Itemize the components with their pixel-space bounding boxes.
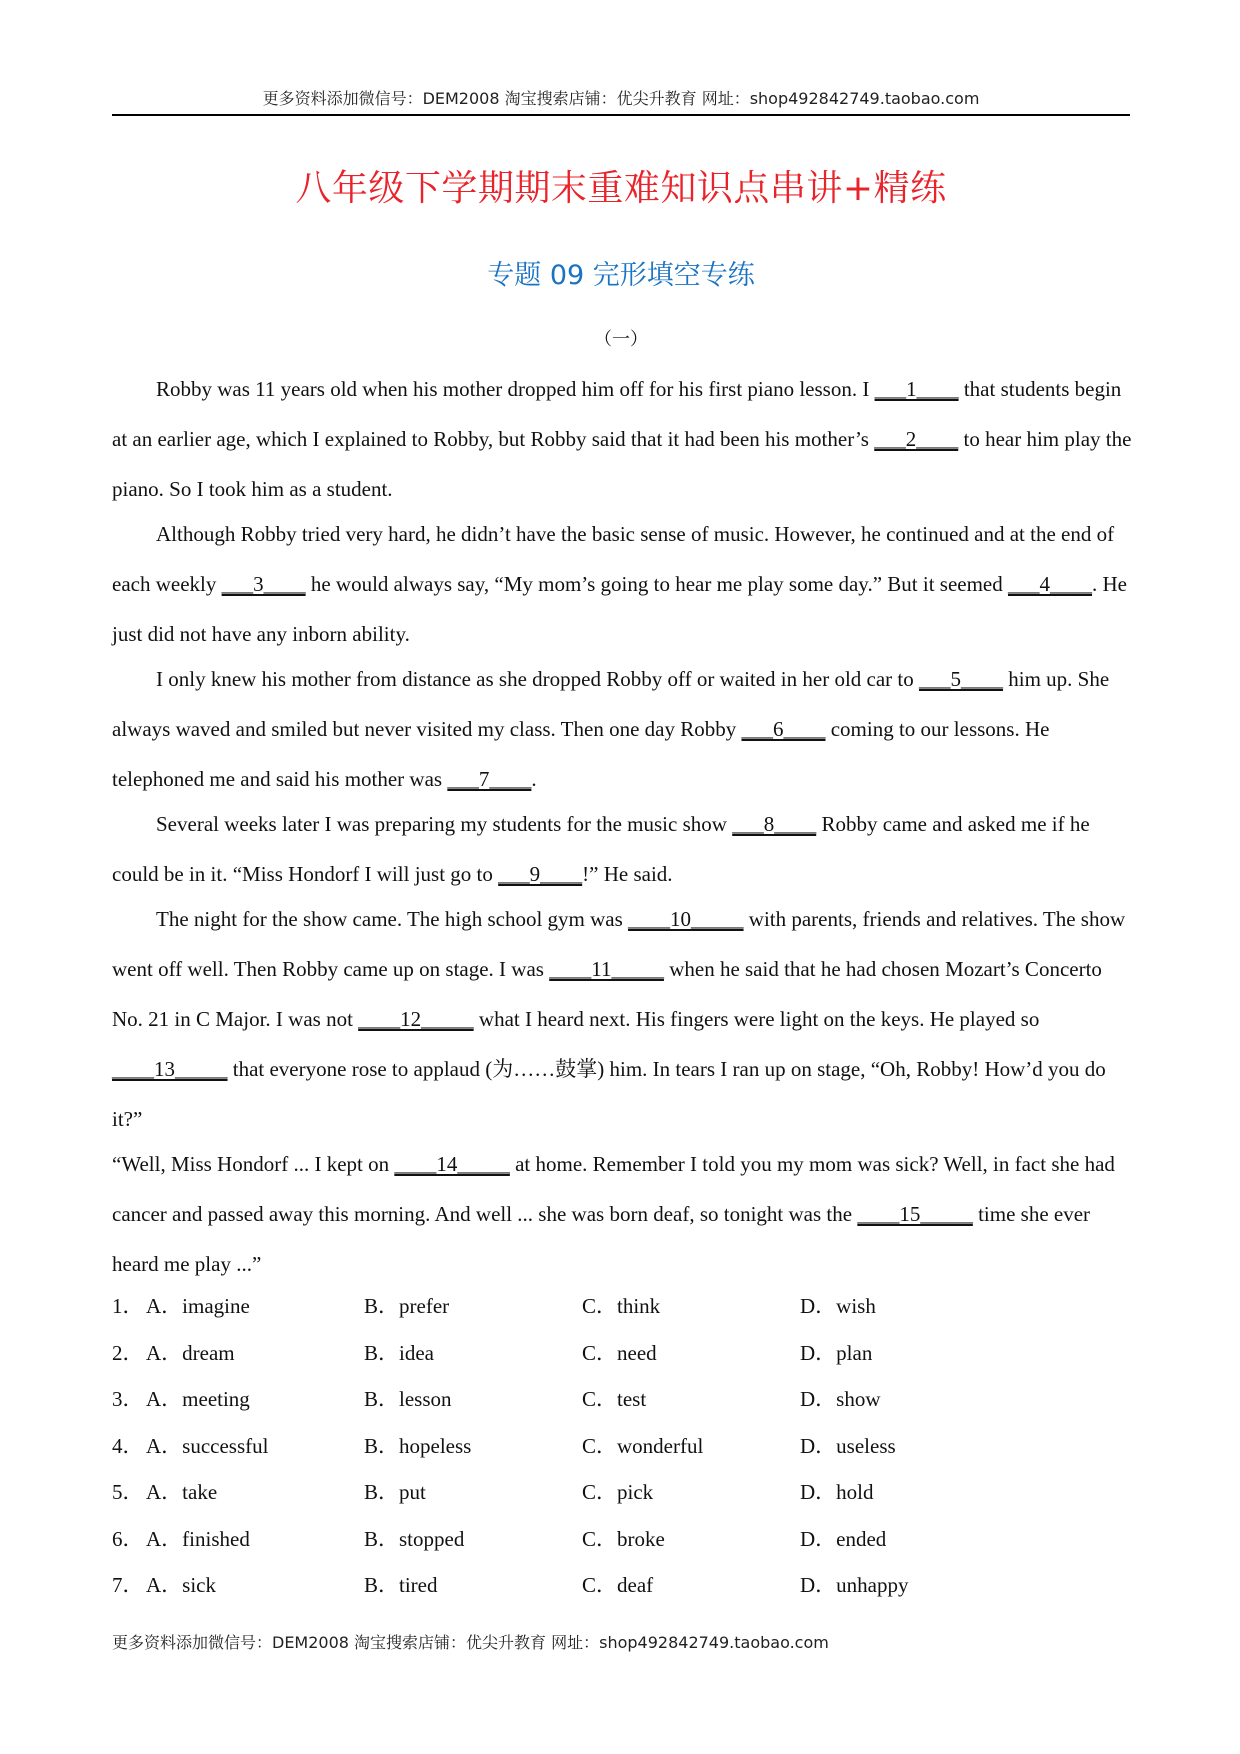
answer-option: B．put (364, 1480, 426, 1505)
answer-option: B．hopeless (364, 1433, 472, 1458)
answer-blank: ____13_____ (112, 1057, 228, 1081)
answer-blank: ___1____ (874, 377, 959, 401)
answer-blank: ___5____ (919, 667, 1004, 691)
cloze-passage (112, 364, 1134, 1289)
answer-option: A．take (146, 1480, 218, 1505)
answer-blank: ____12_____ (358, 1007, 474, 1031)
answer-option: A．finished (146, 1526, 250, 1551)
header-divider (112, 114, 1130, 116)
answer-option: D．show (800, 1387, 881, 1412)
answer-blank: ___7____ (447, 767, 532, 791)
passage-text: The night for the show came. The high school gym was (156, 907, 629, 931)
answer-option: C．need (582, 1340, 657, 1365)
answer-option: C．pick (582, 1480, 654, 1505)
document-subtitle: 专题 09 完形填空专练 (487, 260, 755, 291)
answer-option: D．ended (800, 1526, 887, 1551)
answer-option: C．think (582, 1294, 661, 1319)
answer-option: C．wonderful (582, 1433, 704, 1458)
answer-option: D．wish (800, 1294, 876, 1319)
question-number: 6． (112, 1526, 144, 1551)
page-footer: 更多资料添加微信号：DEM2008 淘宝搜索店铺：优尖升教育 网址：shop492842749.taobao.com (112, 1633, 829, 1652)
passage-text: I only knew his mother from distance as she dropped Robby off or waited in her old car to (156, 667, 920, 691)
question-row (112, 1329, 1130, 1376)
passage-text: what I heard next. His fingers were light on the keys. He played so (473, 1007, 1040, 1031)
answer-option: A．imagine (146, 1294, 250, 1319)
passage-text: that students begin at an earlier age, which I explained to Robby, but Robby said that it had been his mother’s (112, 377, 1122, 451)
answer-blank: ___8____ (732, 812, 817, 836)
answer-option: A．sick (146, 1573, 216, 1598)
passage-text: with parents, friends and relatives. The show went off well. Then Robby came up on stage. I was (112, 907, 1126, 981)
answer-option: C．broke (582, 1526, 665, 1551)
answer-blank: ___4____ (1008, 572, 1092, 596)
answer-option: D．useless (800, 1433, 896, 1458)
answer-option: B．tired (364, 1573, 438, 1598)
question-row (112, 1468, 1130, 1515)
passage-paragraph (112, 509, 1134, 659)
passage-paragraph (112, 654, 1134, 804)
question-number: 2． (112, 1340, 144, 1365)
passage-text: to hear him play the piano. So I took him as a student. (112, 427, 1132, 501)
passage-text: . He just did not have any inborn ability. (112, 572, 1127, 646)
answer-option: D．plan (800, 1340, 873, 1365)
question-row (112, 1375, 1130, 1422)
answer-option: B．idea (364, 1340, 434, 1365)
question-number: 5． (112, 1480, 144, 1505)
answer-blank: ___6____ (741, 717, 826, 741)
question-number: 3． (112, 1387, 144, 1412)
passage-paragraph (112, 1139, 1134, 1289)
question-row (112, 1515, 1130, 1562)
question-number: 1． (112, 1294, 144, 1319)
passage-text: Robby was 11 years old when his mother dropped him off for his first piano lesson. I (156, 377, 875, 401)
answer-option: A．successful (146, 1433, 269, 1458)
answer-blank: ___9____ (498, 862, 583, 886)
answer-option: B．prefer (364, 1294, 450, 1319)
answer-blank: ____11_____ (549, 957, 664, 981)
passage-paragraph (112, 364, 1134, 514)
document-title: 八年级下学期期末重难知识点串讲+精练 (295, 168, 947, 209)
passage-text: he would always say, “My mom’s going to hear me play some day.” But it seemed (305, 572, 1008, 596)
passage-text: that everyone rose to applaud (为……鼓掌) him. In tears I ran up on stage, “Oh, Robby! How’d you do it?” (112, 1057, 1106, 1131)
passage-text: Robby came and asked me if he could be in it. “Miss Hondorf I will just go to (112, 812, 1090, 886)
answer-option: A．dream (146, 1340, 235, 1365)
answer-option: D．unhappy (800, 1573, 909, 1598)
answer-option: B．stopped (364, 1526, 465, 1551)
answer-option: B．lesson (364, 1387, 452, 1412)
answer-option: C．deaf (582, 1573, 654, 1598)
passage-text: !” He said. (582, 862, 673, 886)
question-number: 4． (112, 1433, 144, 1458)
question-row (112, 1282, 1130, 1329)
question-number: 7． (112, 1573, 144, 1598)
passage-text: Several weeks later I was preparing my students for the music show (156, 812, 733, 836)
answer-options (112, 1282, 1130, 1608)
passage-text: “Well, Miss Hondorf ... I kept on (112, 1152, 395, 1176)
passage-paragraph (112, 799, 1134, 899)
answer-blank: ___3____ (221, 572, 306, 596)
passage-text: when he said that he had chosen Mozart’s Concerto No. 21 in C Major. I was not (112, 957, 1102, 1031)
passage-paragraph (112, 894, 1134, 1144)
passage-text: Although Robby tried very hard, he didn’t have the basic sense of music. However, he continued and at the end of each weekly (112, 522, 1115, 596)
passage-text: at home. Remember I told you my mom was sick? Well, in fact she had cancer and passed away this morning. And well ... she was born deaf, so tonight was the (112, 1152, 1115, 1226)
answer-blank: ____15_____ (857, 1202, 973, 1226)
answer-option: D．hold (800, 1480, 874, 1505)
passage-text: . (531, 767, 537, 791)
passage-text: coming to our lessons. He telephoned me and said his mother was (112, 717, 1050, 791)
section-number: （一） (594, 329, 648, 349)
passage-text: time she ever heard me play ...” (112, 1202, 1091, 1276)
answer-blank: ___2____ (874, 427, 959, 451)
answer-blank: ____14_____ (394, 1152, 510, 1176)
answer-option: C．test (582, 1387, 647, 1412)
page-header: 更多资料添加微信号：DEM2008 淘宝搜索店铺：优尖升教育 网址：shop492842749.taobao.com (262, 89, 980, 108)
passage-text: him up. She always waved and smiled but never visited my class. Then one day Robby (112, 667, 1110, 741)
answer-blank: ____10_____ (628, 907, 744, 931)
question-row (112, 1561, 1130, 1608)
answer-option: A．meeting (146, 1387, 250, 1412)
question-row (112, 1422, 1130, 1469)
